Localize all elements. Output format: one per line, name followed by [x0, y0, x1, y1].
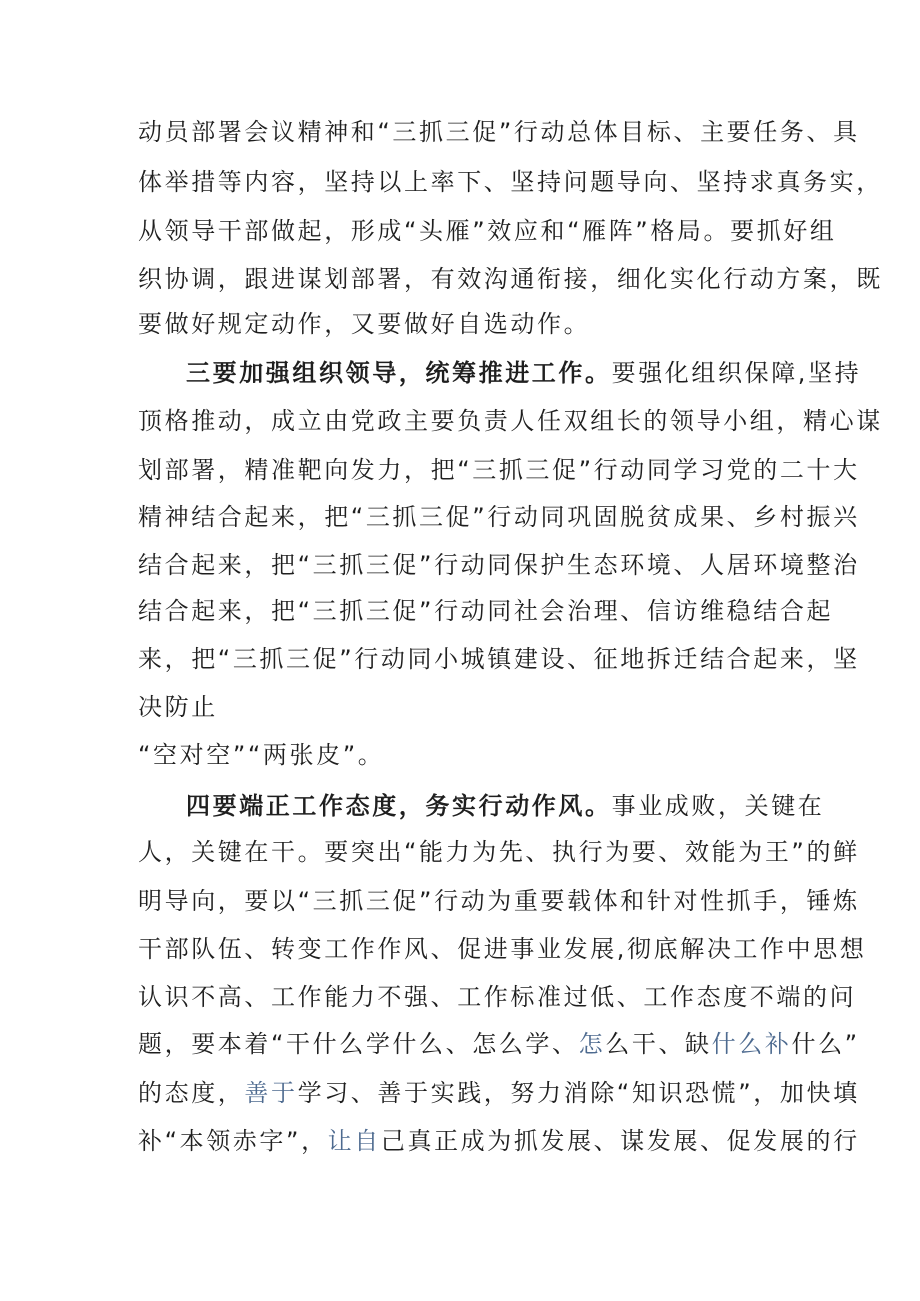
line-8-part-2: 让自 — [327, 1127, 381, 1155]
line-6-part-4: 什么补 — [711, 1030, 792, 1058]
line-6-part-5: 什么” — [791, 1030, 860, 1058]
paragraph-2-line-2: 顶格推动，成立由党政主要负责人任双组长的领导小组，精心谋 — [138, 407, 883, 435]
paragraph-3-line-3: 明导向，要以“三抓三促”行动为重要载体和针对性抓手，锤炼 — [138, 887, 860, 915]
paragraph-1-line-4: 织协调，跟进谋划部署，有效沟通衔接，细化实化行动方案，既 — [138, 265, 883, 293]
paragraph-1-line-2: 体举措等内容，坚持以上率下、坚持问题导向、坚持求真务实， — [138, 168, 883, 196]
paragraph-3-line-8 — [138, 1121, 860, 1161]
paragraph-1-line-1: 动员部署会议精神和“三抓三促”行动总体目标、主要任务、具 — [138, 118, 860, 146]
paragraph-2-line-3: 划部署，精准靶向发力，把“三抓三促”行动同学习党的二十大 — [138, 456, 860, 484]
paragraph-1-line-5: 要做好规定动作，又要做好自选动作。 — [138, 310, 591, 338]
paragraph-2-overflow-line: “空对空”“两张皮”。 — [138, 741, 385, 769]
paragraph-3-line-4: 干部队伍、转变工作作风、促进事业发展,彻底解决工作中思想 — [138, 935, 867, 963]
paragraph-2-line-6: 结合起来，把“三抓三促”行动同社会治理、信访维稳结合起 — [138, 597, 834, 625]
paragraph-2-line-7: 来，把“三抓三促”行动同小城镇建设、征地拆迁结合起来，坚 — [138, 645, 860, 673]
paragraph-2-first-line-text: 要强化组织保障,坚持 — [611, 359, 862, 387]
line-7-part-1: 的态度， — [138, 1079, 245, 1107]
paragraph-1-line-3: 从领导干部做起，形成“头雁”效应和“雁阵”格局。要抓好组 — [138, 217, 837, 245]
paragraph-2-line-8: 决防止 — [138, 693, 218, 721]
line-6-part-2: 怎 — [578, 1030, 606, 1058]
paragraph-3-heading: 四要端正工作态度，务实行动作风。 — [186, 792, 612, 820]
line-8-part-3: 己真正成为抓发展、谋发展、促发展的行 — [380, 1127, 860, 1155]
paragraph-3-first-line-text: 事业成败，关键在 — [611, 792, 825, 820]
line-8-part-1: 补“本领赤字”， — [138, 1127, 328, 1155]
paragraph-3-line-2: 人，关键在干。要突出“能力为先、执行为要、效能为王”的鲜 — [138, 838, 860, 866]
paragraph-3-line-6 — [138, 1024, 860, 1064]
paragraph-2-line-1 — [186, 353, 862, 393]
paragraph-3-line-7 — [138, 1073, 860, 1113]
line-6-part-3: 么干、缺 — [605, 1030, 712, 1058]
paragraph-2-heading: 三要加强组织领导，统筹推进工作。 — [186, 359, 612, 387]
paragraph-3-line-5: 认识不高、工作能力不强、工作标准过低、工作态度不端的问 — [138, 983, 857, 1011]
line-7-part-2: 善于 — [244, 1079, 298, 1107]
line-7-part-3: 学习、善于实践，努力消除“知识恐慌”，加快填 — [297, 1079, 860, 1107]
paragraph-2-line-5: 结合起来，把“三抓三促”行动同保护生态环境、人居环境整治 — [138, 551, 860, 579]
paragraph-2-line-4: 精神结合起来，把“三抓三促”行动同巩固脱贫成果、乡村振兴 — [138, 503, 860, 531]
line-6-part-1: 题，要本着“干什么学什么、怎么学、 — [138, 1030, 579, 1058]
paragraph-3-line-1 — [186, 786, 825, 826]
